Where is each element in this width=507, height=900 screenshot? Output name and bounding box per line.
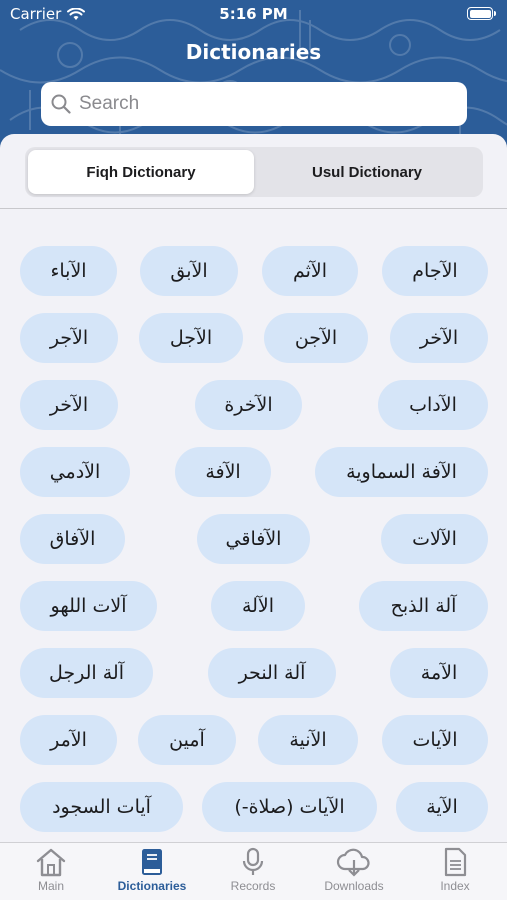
status-bar — [0, 0, 507, 28]
tab-downloads[interactable] — [304, 847, 404, 893]
term-chip[interactable]: الآلات — [381, 514, 488, 564]
tab-bar — [0, 842, 507, 900]
term-chip[interactable]: آيات السجود — [20, 782, 183, 832]
term-chip[interactable]: آلة الذبح — [359, 581, 488, 631]
term-chip[interactable]: الآجر — [20, 313, 118, 363]
battery-icon — [467, 7, 493, 20]
search-icon — [51, 94, 71, 114]
term-chip[interactable]: الآفة — [175, 447, 271, 497]
segment-usul-dictionary[interactable]: Usul Dictionary — [311, 163, 423, 181]
tab-downloads-label: Downloads — [324, 879, 384, 893]
cloud-download-icon — [335, 847, 373, 877]
term-chip[interactable]: الآثم — [262, 246, 358, 296]
term-chip[interactable]: الآمر — [20, 715, 117, 765]
term-chip[interactable]: آلة النحر — [208, 648, 336, 698]
tab-main-label: Main — [37, 879, 64, 893]
tab-records-label: Records — [230, 879, 276, 893]
term-chip[interactable]: الآفاقي — [197, 514, 310, 564]
term-chip[interactable]: آلات اللهو — [20, 581, 157, 631]
term-chip[interactable]: الآجل — [139, 313, 243, 363]
term-chip[interactable]: الآباء — [20, 246, 117, 296]
term-chip[interactable]: الآخر — [20, 380, 118, 430]
content-sheet — [0, 134, 507, 844]
microphone-icon — [236, 847, 270, 877]
book-icon — [135, 847, 169, 877]
term-chip[interactable]: آمين — [138, 715, 236, 765]
term-chip[interactable]: الآفة السماوية — [315, 447, 488, 497]
tab-index[interactable] — [405, 847, 505, 893]
house-icon — [34, 847, 68, 877]
term-chip[interactable]: الآية — [396, 782, 488, 832]
carrier-label: Carrier — [10, 5, 62, 23]
term-chip[interactable]: الآخر — [390, 313, 488, 363]
divider — [0, 208, 507, 209]
status-time: 5:16 PM — [219, 5, 288, 23]
search-bar[interactable] — [41, 82, 467, 126]
term-chip[interactable]: الآداب — [378, 380, 488, 430]
segment-fiqh-dictionary[interactable]: Fiqh Dictionary — [28, 150, 254, 194]
tab-index-label: Index — [440, 879, 470, 893]
term-chip[interactable]: الآجن — [264, 313, 368, 363]
tab-dictionaries-label: Dictionaries — [117, 879, 187, 893]
term-chip[interactable]: الآبق — [140, 246, 238, 296]
tab-main[interactable] — [1, 847, 101, 893]
tab-dictionaries[interactable] — [102, 847, 202, 893]
term-chip[interactable]: الآلة — [211, 581, 305, 631]
term-chip[interactable]: الآنية — [258, 715, 358, 765]
term-chip[interactable]: الآدمي — [20, 447, 130, 497]
term-chip[interactable]: الآيات (صلاة-) — [202, 782, 377, 832]
term-chip[interactable]: الآجام — [382, 246, 488, 296]
document-icon — [438, 847, 472, 877]
page-title: Dictionaries — [185, 40, 322, 64]
tab-records[interactable] — [203, 847, 303, 893]
term-chip[interactable]: الآيات — [382, 715, 488, 765]
term-chip[interactable]: الآمة — [390, 648, 488, 698]
search-input[interactable] — [79, 93, 439, 115]
term-chip[interactable]: آلة الرجل — [20, 648, 153, 698]
dictionary-segmented-control — [25, 147, 483, 197]
term-chip[interactable]: الآخرة — [195, 380, 302, 430]
term-chip[interactable]: الآفاق — [20, 514, 125, 564]
